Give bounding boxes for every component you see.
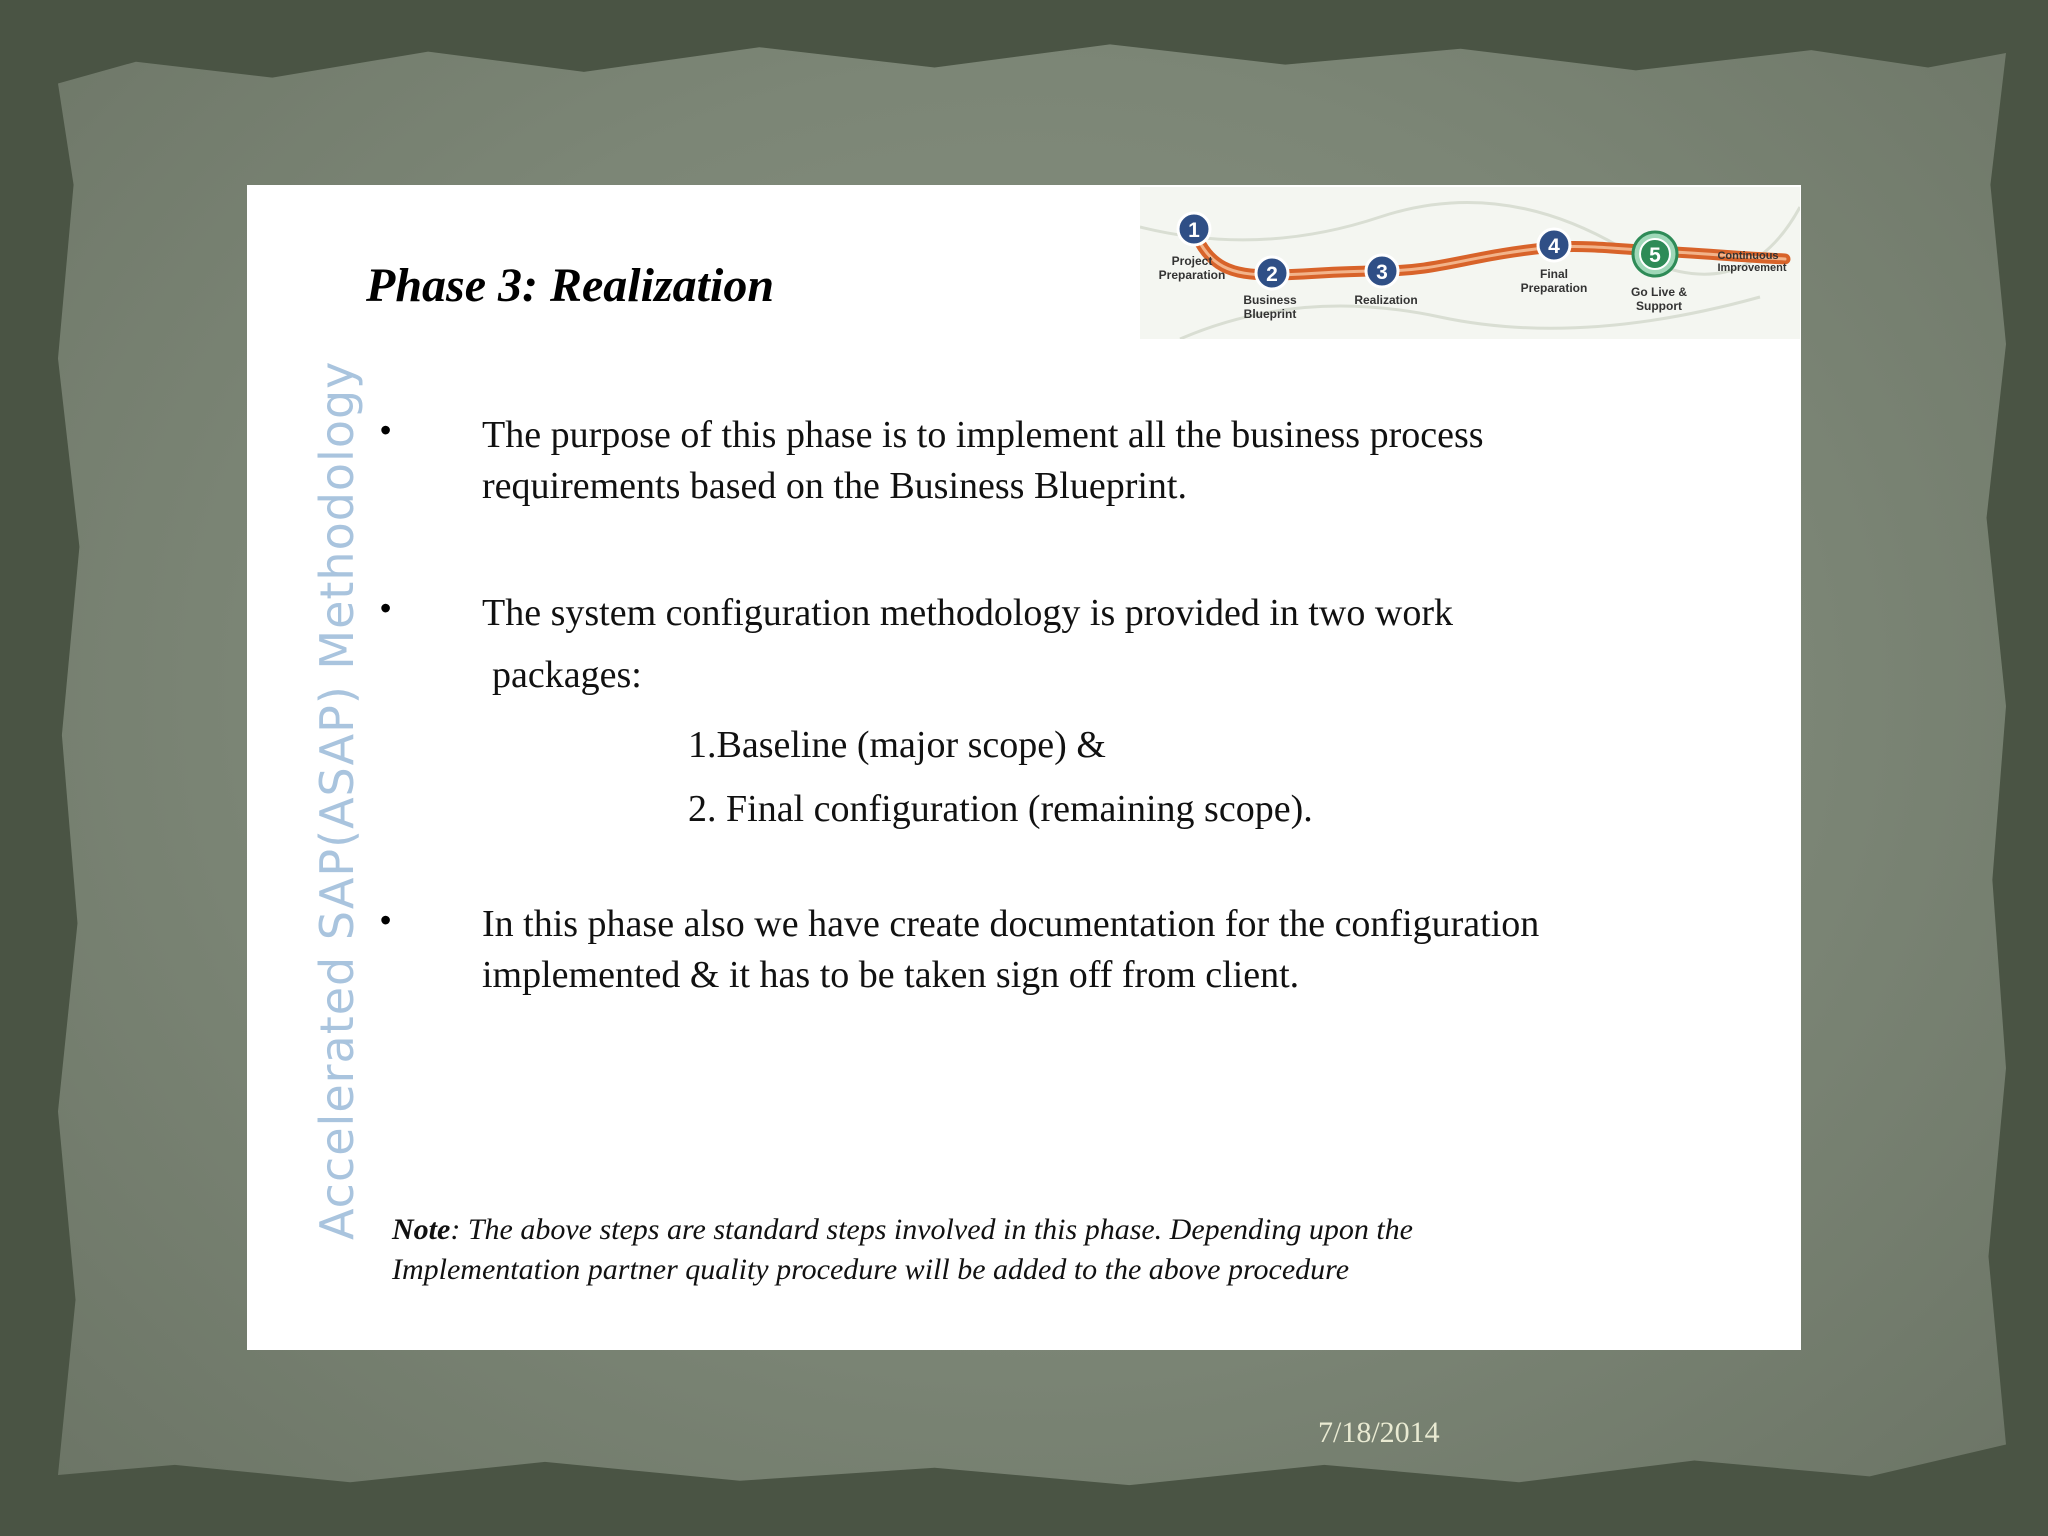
step-1-label: Preparation (1158, 268, 1226, 282)
bullet-text-3 (482, 899, 1539, 1001)
step-5-label: Support (1636, 299, 1682, 313)
step-2-number: 2 (1266, 263, 1278, 286)
package-item: 2. Final configuration (remaining scope). (688, 788, 1313, 830)
footnote (392, 1210, 1413, 1290)
bullet-marker: • (380, 412, 392, 448)
note-text: : The above steps are standard steps involved in this phase. Depending upon the (450, 1213, 1413, 1246)
note-label: Note (392, 1213, 451, 1246)
side-title: Accelerated SAP(ASAP) Methodology (310, 360, 364, 1240)
bullet-marker: • (380, 590, 392, 626)
package-list (688, 713, 1313, 841)
bullet-line: The system configuration methodology is provided in two work (482, 592, 1453, 634)
roadmap-graphic (1140, 187, 1800, 339)
page-title: Phase 3: Realization (366, 259, 775, 312)
slide-date: 7/18/2014 (1318, 1416, 1440, 1449)
continuous-improvement-label: Improvement (1717, 262, 1787, 274)
bullet-line: packages: (492, 654, 642, 696)
step-3-label: Realization (1354, 293, 1418, 307)
continuous-improvement-label: Continuous (1717, 250, 1779, 262)
bullet-line: requirements based on the Business Blueprint. (482, 465, 1187, 507)
step-1-number: 1 (1188, 219, 1200, 242)
note-text: Implementation partner quality procedure will be added to the above procedure (392, 1253, 1350, 1286)
step-2-label: Blueprint (1243, 307, 1297, 321)
bullet-line: implemented & it has to be taken sign off from client. (482, 954, 1300, 996)
step-5-label: Go Live & (1630, 285, 1688, 299)
package-item: 1.Baseline (major scope) & (688, 724, 1106, 766)
bullet-text-2 (482, 588, 1453, 701)
bullet-line: The purpose of this phase is to implement all the business process (482, 414, 1484, 456)
bullet-line: In this phase also we have create documentation for the configuration (482, 903, 1540, 945)
step-4-label: Final (1539, 267, 1569, 281)
step-1-label: Project (1171, 254, 1213, 268)
bullet-text-1 (482, 410, 1484, 512)
bullet-marker: • (380, 902, 392, 938)
step-3-number: 3 (1376, 261, 1388, 284)
step-4-number: 4 (1548, 235, 1560, 258)
step-5-number: 5 (1649, 244, 1661, 267)
step-4-label: Preparation (1520, 281, 1588, 295)
step-2-label: Business (1243, 293, 1297, 307)
